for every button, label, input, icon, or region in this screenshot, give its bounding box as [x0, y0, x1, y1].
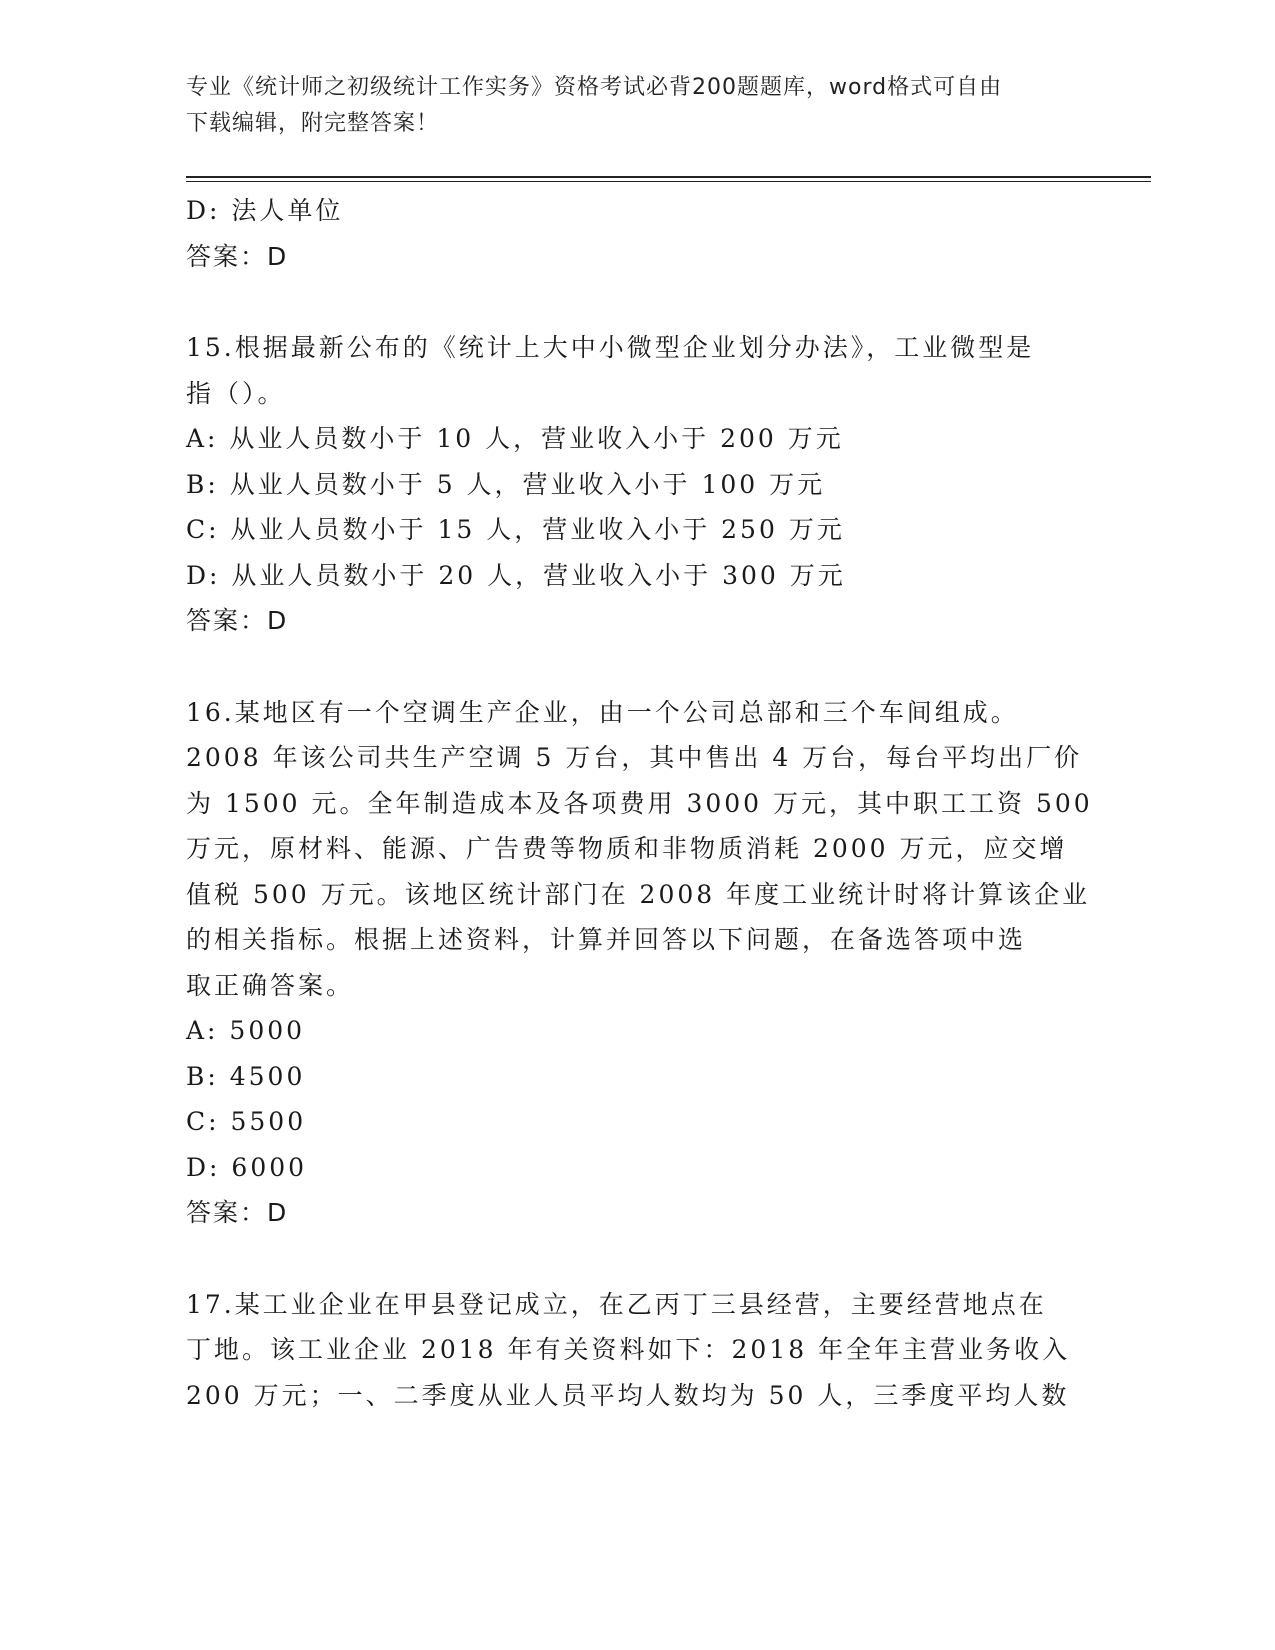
header-divider-thick: [186, 176, 1151, 178]
prev-option-d: D: 法人单位: [186, 196, 344, 225]
question-text: 2008 年该公司共生产空调 5 万台，其中售出 4 万台，每台平均出厂价: [186, 743, 1083, 772]
option-a: A: 5000: [186, 1016, 306, 1045]
question-text: 值税 500 万元。该地区统计部门在 2008 年度工业统计时将计算该企业: [186, 879, 1091, 909]
option-b: B: 4500: [186, 1061, 306, 1091]
spacer: [186, 279, 1081, 325]
answer: 答案：D: [186, 1198, 289, 1227]
option-a: A: 从业人员数小于 10 人，营业收入小于 200 万元: [186, 424, 844, 453]
header-line-2: 下载编辑，附完整答案！: [186, 111, 440, 136]
question-text: 万元，原材料、能源、广告费等物质和非物质消耗 2000 万元，应交增: [186, 834, 1068, 863]
option-d: D: 6000: [186, 1152, 308, 1182]
document-body: [186, 188, 1093, 1418]
option-c: C: 5500: [186, 1107, 307, 1136]
option-b: B: 从业人员数小于 5 人，营业收入小于 100 万元: [186, 469, 826, 499]
spacer: [186, 644, 1081, 690]
question-text: 取正确答案。: [186, 970, 355, 1000]
spacer: [186, 1236, 1081, 1282]
prev-answer: 答案：D: [186, 241, 289, 271]
option-d: D: 从业人员数小于 20 人，营业收入小于 300 万元: [186, 560, 846, 590]
header-divider-thin: [186, 181, 1151, 182]
question-16: [186, 690, 1093, 1236]
question-15: [186, 325, 1081, 644]
question-text: 15.根据最新公布的《统计上大中小微型企业划分办法》，工业微型是: [186, 333, 1035, 362]
option-c: C: 从业人员数小于 15 人，营业收入小于 250 万元: [186, 515, 845, 544]
question-text: 200 万元；一、二季度从业人员平均人数均为 50 人，三季度平均人数: [186, 1380, 1070, 1410]
document-header: [186, 70, 1066, 142]
question-text: 17.某工业企业在甲县登记成立，在乙丙丁三县经营，主要经营地点在: [186, 1289, 1047, 1319]
header-line-1: 专业《统计师之初级统计工作实务》资格考试必背200题题库，word格式可自由: [186, 75, 1003, 100]
answer: 答案：D: [186, 606, 289, 635]
question-text: 指（）。: [186, 378, 286, 408]
question-17: [186, 1282, 1081, 1419]
question-text: 的相关指标。根据上述资料，计算并回答以下问题，在备选答项中选: [186, 925, 1027, 954]
question-text: 丁地。该工业企业 2018 年有关资料如下：2018 年全年主营业务收入: [186, 1335, 1071, 1364]
question-text: 为 1500 元。全年制造成本及各项费用 3000 万元，其中职工工资 500: [186, 788, 1093, 818]
question-text: 16.某地区有一个空调生产企业，由一个公司总部和三个车间组成。: [186, 697, 1019, 727]
